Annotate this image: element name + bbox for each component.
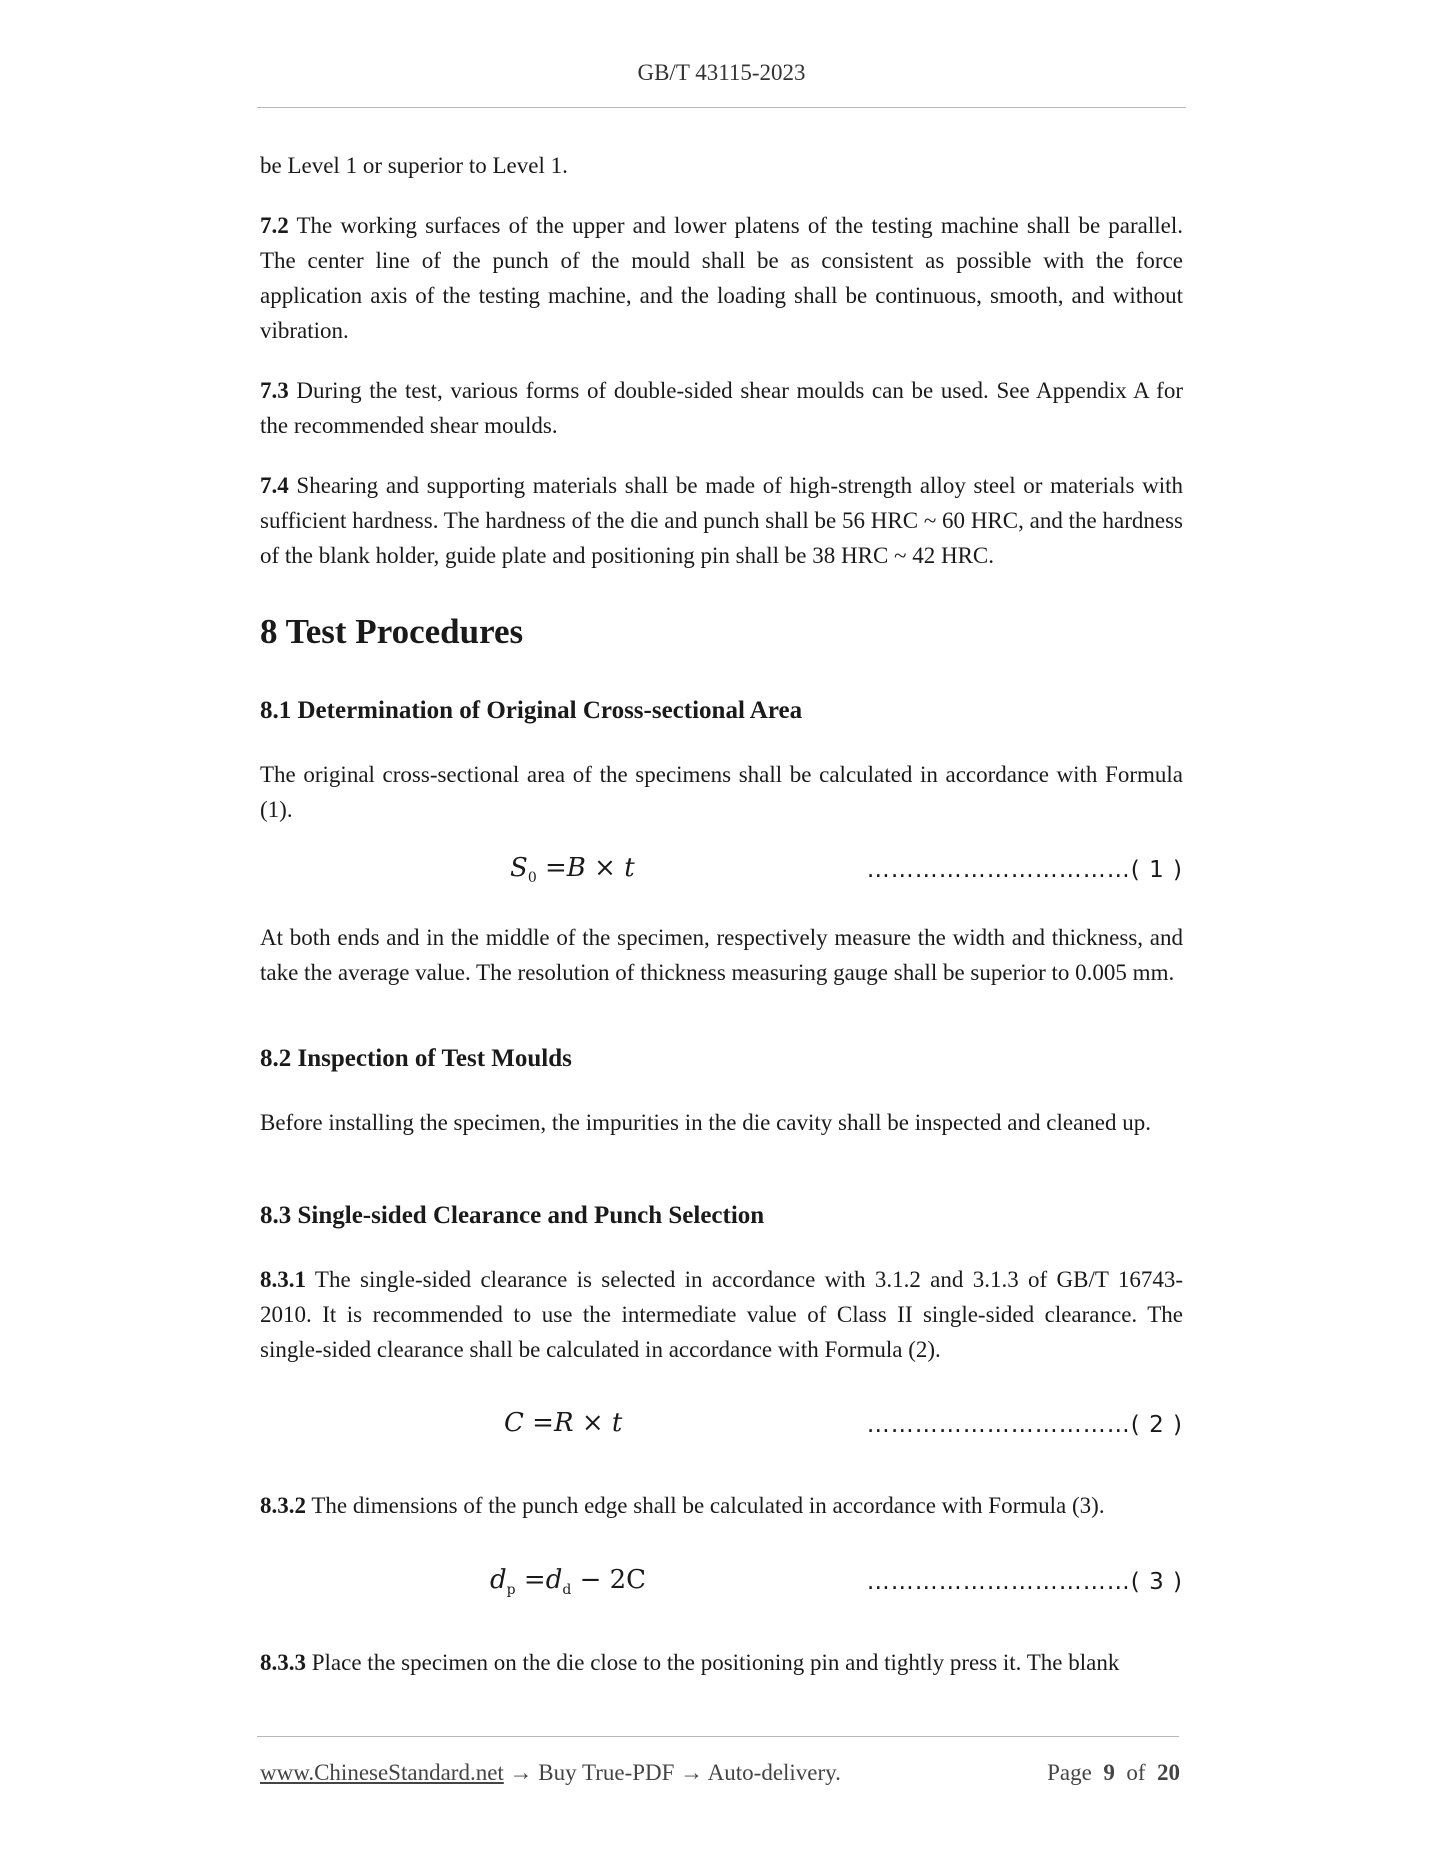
paragraph-7-3 xyxy=(260,373,1183,443)
clause-number: 8.3.1 xyxy=(260,1267,306,1292)
page-total: 20 xyxy=(1157,1760,1180,1785)
section-heading-8: 8 Test Procedures xyxy=(260,612,524,651)
page-number: 9 xyxy=(1103,1760,1115,1785)
page-indicator xyxy=(1047,1760,1180,1786)
formula-subscript: p xyxy=(506,1582,516,1598)
formula-1-number: ……………………………( 1 ) xyxy=(866,857,1183,883)
formula-operator: = xyxy=(523,1565,546,1595)
formula-3 xyxy=(490,1565,646,1605)
paragraph-text: At both ends and in the middle of the specimen, respectively measure the width and thickness, and take the average value. The resolution of thickness measuring gauge shall be superior to 0.005 mm. xyxy=(260,925,1183,985)
paragraph-text: Before installing the specimen, the impurities in the die cavity shall be inspected and cleaned up. xyxy=(260,1110,1151,1135)
clause-number: 7.3 xyxy=(260,378,289,403)
formula-operator: = xyxy=(532,1408,554,1438)
formula-3-number: ……………………………( 3 ) xyxy=(866,1569,1183,1595)
paragraph-text: Shearing and supporting materials shall be made of high-strength alloy steel or materials with sufficient hardness. The hardness of the die and punch shall be 56 HRC ~ 60 HRC, and the hardness of the blank holder, guide plate and positioning pin shall be 38 HRC ~ 42 HRC. xyxy=(260,473,1183,568)
formula-symbol: R xyxy=(553,1408,574,1438)
paragraph-7-2 xyxy=(260,208,1183,348)
paragraph-text: During the test, various forms of double-sided shear moulds can be used. See Appendix A for the recommended shear moulds. xyxy=(260,378,1183,438)
paragraph-text: Place the specimen on the die close to the positioning pin and tightly press it. The blank xyxy=(306,1650,1120,1675)
footer-promo-text: → Buy True-PDF → Auto-delivery. xyxy=(503,1760,841,1785)
paragraph-8-3-1 xyxy=(260,1262,1183,1367)
paragraph-text: The working surfaces of the upper and lower platens of the testing machine shall be parallel. The center line of the punch of the mould shall be as consistent as possible with the force application axis of the testing machine, and the loading shall be continuous, smooth, and without vibration. xyxy=(260,213,1183,343)
clause-number: 7.4 xyxy=(260,473,289,498)
formula-symbol: t xyxy=(611,1408,623,1438)
paragraph-text: The dimensions of the punch edge shall be calculated in accordance with Formula (3). xyxy=(306,1493,1105,1518)
formula-1 xyxy=(510,853,635,893)
formula-symbol: d xyxy=(545,1565,563,1595)
formula-operator: − xyxy=(579,1565,602,1595)
subsection-heading-8-1: 8.1 Determination of Original Cross-sectional Area xyxy=(260,697,803,724)
formula-subscript: 0 xyxy=(527,870,537,886)
paragraph-7-4 xyxy=(260,468,1183,573)
formula-operator: = xyxy=(545,853,567,883)
formula-2-number: ……………………………( 2 ) xyxy=(866,1412,1183,1438)
standard-number: GB/T 43115-2023 xyxy=(637,60,806,85)
paragraph-intro xyxy=(260,148,1183,183)
page-header xyxy=(257,0,1186,108)
formula-symbol: 2C xyxy=(609,1565,647,1595)
clause-number: 8.3.3 xyxy=(260,1650,306,1675)
formula-subscript: d xyxy=(562,1582,572,1598)
clause-number: 8.3.2 xyxy=(260,1493,306,1518)
website-link[interactable]: www.ChineseStandard.net xyxy=(260,1760,504,1785)
footer-promo xyxy=(260,1760,841,1786)
clause-number: 7.2 xyxy=(260,213,289,238)
paragraph-8-1b xyxy=(260,920,1183,990)
paragraph-8-3-3 xyxy=(260,1645,1183,1680)
formula-2 xyxy=(504,1408,622,1448)
page-label: Page xyxy=(1047,1760,1092,1785)
paragraph-8-1 xyxy=(260,757,1183,827)
subsection-heading-8-2: 8.2 Inspection of Test Moulds xyxy=(260,1045,572,1072)
paragraph-8-2 xyxy=(260,1105,1183,1140)
footer-divider xyxy=(257,1736,1179,1737)
formula-operator: × xyxy=(594,853,616,883)
formula-symbol: d xyxy=(490,1565,507,1595)
formula-symbol: t xyxy=(624,853,635,883)
of-label: of xyxy=(1126,1760,1146,1785)
paragraph-text: be Level 1 or superior to Level 1. xyxy=(260,153,568,178)
formula-symbol: B xyxy=(566,853,586,883)
paragraph-text: The original cross-sectional area of the specimens shall be calculated in accordance with Formula (1). xyxy=(260,762,1183,822)
subsection-heading-8-3: 8.3 Single-sided Clearance and Punch Selection xyxy=(260,1202,765,1229)
paragraph-8-3-2 xyxy=(260,1488,1183,1523)
formula-operator: × xyxy=(581,1408,604,1438)
formula-symbol: S xyxy=(510,853,528,883)
formula-symbol: C xyxy=(504,1408,524,1438)
paragraph-text: The single-sided clearance is selected in accordance with 3.1.2 and 3.1.3 of GB/T 16743-2010. It is recommended to use the intermediate value of Class II single-sided clearance. The single-sided clearance shall be calculated in accordance with Formula (2). xyxy=(260,1267,1183,1362)
